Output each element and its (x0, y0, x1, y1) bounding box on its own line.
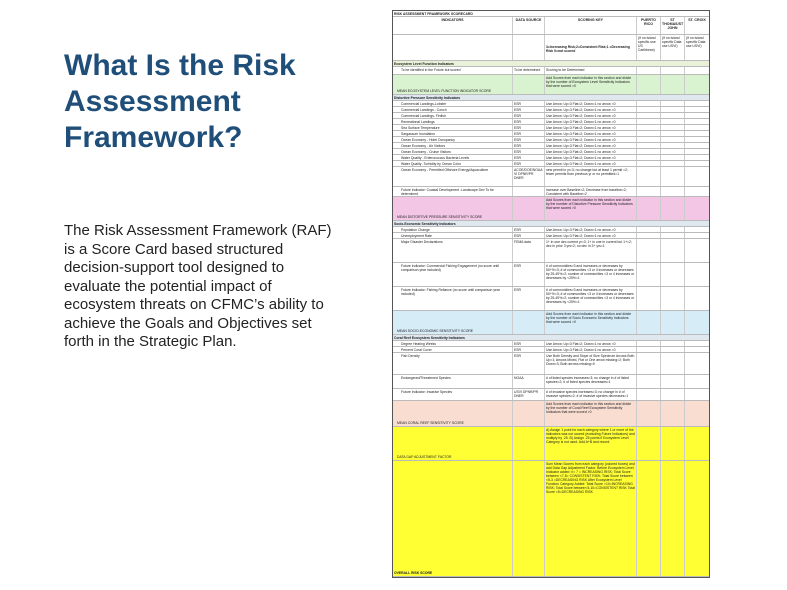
overall-pr (637, 461, 661, 576)
indicator-scoring: # of invasive species increases=3; no change in # of invasive species=2; # of invasive species decreases=1 (545, 389, 637, 400)
indicator-name: Endangered/Threatened Species (393, 375, 513, 388)
score-stt (661, 161, 685, 166)
score-pr (637, 161, 661, 166)
score-stt (661, 119, 685, 124)
score-stt (661, 143, 685, 148)
score-stt (661, 67, 685, 74)
score-pr (637, 341, 661, 346)
section-score-row (393, 401, 709, 427)
score-stx (685, 131, 709, 136)
score-stt (661, 125, 685, 130)
overall-score-row (393, 461, 709, 577)
overall-stt (661, 461, 685, 576)
section-score-row (393, 75, 709, 95)
score-stx (685, 187, 709, 196)
data-gap-row (393, 427, 709, 461)
score-stx (685, 155, 709, 160)
section-score-row (393, 197, 709, 221)
score-pr (637, 353, 661, 374)
indicator-name: Commercial Landings-Lobster (393, 101, 513, 106)
section-score-instructions: Add Scores from each indicator in this section and divide by the number of Distortive Pressure Sensitivity Indicators that were scored >0 (545, 197, 637, 220)
overall-stx (685, 461, 709, 576)
score-stt (661, 233, 685, 238)
indicator-source: ESR (513, 287, 545, 310)
indicator-scoring: # of communities>3 and increases or decreases by 50+%=3; # of communities <3 or 4 increases or decreases by 25-49%=2; number of communities <3 or 4 increases or decreases by <25%=1 (545, 263, 637, 286)
score-stx (685, 143, 709, 148)
indicator-scoring: increase over Baseline=2; Decrease from baseline=2; Consistent with Baseline=2 (545, 187, 637, 196)
score-stt (661, 155, 685, 160)
score-stt (661, 107, 685, 112)
indicator-name: Commercial Landings - Conch (393, 107, 513, 112)
section-score-label: MEAN SOCIO-ECONOMIC SENSITIVITY SCORE (393, 311, 513, 334)
section-score-stx (685, 197, 709, 220)
scoring-note: 3=Increasing Risk;2=Consistent Risk;1 =Decreasing Risk 0=not scored (545, 35, 637, 60)
indicator-name: Percent Coral Cover (393, 347, 513, 352)
section-score-pr (637, 311, 661, 334)
section-score-label: MEAN ECOSYSTEM LEVEL FUNCTION INDICATOR SCORE (393, 75, 513, 94)
score-pr (637, 113, 661, 118)
data-gap-label: DATA GAP ADJUSTMENT FACTOR (393, 427, 513, 460)
indicator-name: Population Change (393, 227, 513, 232)
score-stt (661, 227, 685, 232)
indicator-row (393, 67, 709, 75)
section-score-blank (513, 401, 545, 426)
indicator-scoring: 1+ in one dec current yr=3; 1+ in one in current but 1+=2; dec in prior 3 yrs=2; no dec in 3+ yrs=1 (545, 239, 637, 262)
section-score-instructions: Add Scores from each indicator in this section and divide by the number of Coral Reef Ecosystem Sensitivity Indicators that were scored >0 (545, 401, 637, 426)
indicator-scoring: Use Arrow: Up=3 Flat=2; Down=1 no arrow =0 (545, 137, 637, 142)
indicator-name: Major Disaster Declarations (393, 239, 513, 262)
risk-scorecard-table (392, 10, 710, 578)
indicator-source: ESR (513, 353, 545, 374)
header-st-thomas: ST THOMAS/ST JOHN (661, 17, 685, 34)
score-stt (661, 167, 685, 186)
section-score-stt (661, 197, 685, 220)
score-stt (661, 131, 685, 136)
indicator-source: To be determined (513, 67, 545, 74)
indicator-scoring: Use Arrow: Up=3 Flat=2; Down=1 no arrow =0 (545, 101, 637, 106)
score-pr (637, 137, 661, 142)
score-stt (661, 101, 685, 106)
indicator-row (393, 389, 709, 401)
indicator-scoring: Scoring to be Determined (545, 67, 637, 74)
section-score-stx (685, 311, 709, 334)
section-score-stx (685, 75, 709, 94)
indicator-name: Recreational Landings (393, 119, 513, 124)
indicator-name: Future Indicator: Fishing Reliance (no score until comparison year included) (393, 287, 513, 310)
score-stx (685, 167, 709, 186)
score-pr (637, 107, 661, 112)
score-pr (637, 155, 661, 160)
indicator-name: Ocean Economy - Cruise Visitors (393, 149, 513, 154)
indicator-scoring: Use Arrow: Up=3 Flat=2; Down=1 no arrow =0 (545, 233, 637, 238)
indicator-scoring: Use Arrow: Up=3 Flat=2; Down=1 no arrow =0 (545, 113, 637, 118)
score-stx (685, 107, 709, 112)
indicator-name: Unemployment Rate (393, 233, 513, 238)
score-stx (685, 239, 709, 262)
score-stt (661, 287, 685, 310)
indicator-name: Fish Density (393, 353, 513, 374)
score-stx (685, 389, 709, 400)
score-stx (685, 161, 709, 166)
indicator-scoring: Use Arrow: Up=3 Flat=2; Down=1 no arrow =0 (545, 143, 637, 148)
indicator-name: Ocean Economy - Hotel Occupancy (393, 137, 513, 142)
indicator-scoring: new permit in yr=3; no change but at least 1 permit =2; fewer permits than previous yr or no permitted=1 (545, 167, 637, 186)
indicator-row (393, 287, 709, 311)
section-score-stt (661, 75, 685, 94)
indicator-scoring: Use Arrow: Up=3 Flat=2; Down=1 no arrow =0 (545, 107, 637, 112)
indicator-source: USVI DPNR/PR DNER (513, 389, 545, 400)
score-stt (661, 137, 685, 142)
indicator-row (393, 239, 709, 263)
data-gap-pr (637, 427, 661, 460)
table-header-row (393, 17, 709, 35)
indicator-source: ACOE/DOE/NOAA VI DPNR/PR DNER (513, 167, 545, 186)
indicator-source: ESR (513, 107, 545, 112)
overall-score-label: OVERALL RISK SCORE (393, 461, 513, 576)
score-pr (637, 149, 661, 154)
score-pr (637, 119, 661, 124)
indicator-source: ESR (513, 149, 545, 154)
indicator-name: Sargassum Inundation (393, 131, 513, 136)
overall-instructions: Sum Mean Scores from each category (colored boxes) and add Data Gap Adjustment Factor. Before Ecosystem Level Indicator added >/= 7 = INCREASING RISK; Total Score between <7-5= CONSISTENT RISK; Total Score between <5-3 =DECREASING RISK After Ecosystem Level Function Category Added: Total Score >10=INCREASING RISK; Total Score between 5-10=CONSISTENT RISK Total Score <5=DECREASING RISK (545, 461, 637, 576)
section-score-row (393, 311, 709, 335)
score-pr (637, 131, 661, 136)
section-title: Coral Reef Ecosystem Sensitivity Indicators (394, 335, 465, 340)
pr-note: (If no island specific use US Caribbean) (637, 35, 661, 60)
table-subheader-row (393, 35, 709, 61)
indicator-name: Future Indicator: Invasive Species (393, 389, 513, 400)
indicator-source: ESR (513, 137, 545, 142)
score-stt (661, 347, 685, 352)
indicator-source: ESR (513, 113, 545, 118)
score-stt (661, 187, 685, 196)
indicator-source: ESR (513, 341, 545, 346)
section-title: Ecosystem Level Function Indicators (394, 61, 454, 66)
indicator-source: ESR (513, 233, 545, 238)
score-stx (685, 227, 709, 232)
indicator-source: ESR (513, 125, 545, 130)
indicator-source: ESR (513, 227, 545, 232)
header-indicators: INDICATORS (393, 17, 513, 34)
indicator-source: NOAA (513, 375, 545, 388)
score-stx (685, 67, 709, 74)
indicator-scoring: Use Arrow: Up=3 Flat=2; Down=1 no arrow =0 (545, 347, 637, 352)
indicator-source (513, 187, 545, 196)
table-caption-text: RISK ASSESSMENT FRAMEWORK SCORECARD (394, 11, 473, 16)
score-stx (685, 353, 709, 374)
score-stx (685, 263, 709, 286)
indicator-name: To be identified in the Future but scored (393, 67, 513, 74)
indicator-name: Sea Surface Temperature (393, 125, 513, 130)
score-pr (637, 347, 661, 352)
score-pr (637, 233, 661, 238)
indicator-scoring: # of listed species increases=3; no change in # of listed species=2; # of listed species decreases=1 (545, 375, 637, 388)
score-pr (637, 227, 661, 232)
section-score-blank (513, 75, 545, 94)
score-stx (685, 341, 709, 346)
score-stt (661, 149, 685, 154)
data-gap-blank (513, 427, 545, 460)
score-pr (637, 263, 661, 286)
overall-blank (513, 461, 545, 576)
indicator-row (393, 263, 709, 287)
indicator-scoring: Use Arrow: Up=3 Flat=2; Down=1 no arrow =0 (545, 155, 637, 160)
indicator-name: Degree Heating Weeks (393, 341, 513, 346)
score-stt (661, 263, 685, 286)
indicator-source: ESR (513, 101, 545, 106)
section-score-label: MEAN DISTORTIVE PRESSURE SENSITIVITY SCORE (393, 197, 513, 220)
indicator-name: Ocean Economy - Permitted Offshore Energy/Aquaculture (393, 167, 513, 186)
indicator-scoring: Use Arrow: Up=3 Flat=2; Down=1 no arrow =0 (545, 131, 637, 136)
page-title: What Is the Risk Assessment Framework? (64, 49, 296, 154)
indicator-name: Water Quality -Turbidity by Ocean Color (393, 161, 513, 166)
score-stx (685, 101, 709, 106)
data-gap-stx (685, 427, 709, 460)
indicator-scoring: Use Arrow: Up=3 Flat=2; Down=1 no arrow =0 (545, 161, 637, 166)
section-score-stt (661, 401, 685, 426)
indicator-scoring: Use Arrow: Up=3 Flat=2; Down=1 no arrow =0 (545, 119, 637, 124)
score-stt (661, 375, 685, 388)
header-scoring-key: SCORING KEY (545, 17, 637, 34)
score-pr (637, 143, 661, 148)
description-paragraph: The Risk Assessment Framework (RAF) is a Score Card based structured decision-support tool designed to evaluate the potential impact of ecosystem threats on CFMC’s ability to achieve the Goals and Objectives set forth in the Strategic Plan. (64, 222, 332, 350)
score-stx (685, 375, 709, 388)
score-pr (637, 125, 661, 130)
section-score-instructions: Add Scores from each indicator in this section and divide by the number of Ecosystem Level Sensitivity Indicators that were scored >0 (545, 75, 637, 94)
indicator-scoring: Use Arrow: Up=3 Flat=2; Down=1 no arrow =0 (545, 149, 637, 154)
indicator-scoring: # of communities>3 and increases or decreases by 50+%=3; # of communities <3 or 4 increases or decreases by 25-49%=2; number of communities <3 or 4 increases or decreases by <25%=1 (545, 287, 637, 310)
score-pr (637, 389, 661, 400)
score-stx (685, 149, 709, 154)
indicator-source: ESR (513, 143, 545, 148)
subheader-blank (393, 35, 513, 60)
score-stx (685, 137, 709, 142)
score-stt (661, 113, 685, 118)
indicator-row (393, 187, 709, 197)
section-score-pr (637, 401, 661, 426)
section-score-instructions: Add Scores from each indicator in this section and divide by the number of Socio Economic Sensitivity Indicators that were scored >0 (545, 311, 637, 334)
indicator-row (393, 353, 709, 375)
indicator-source: ESR (513, 155, 545, 160)
score-stx (685, 113, 709, 118)
section-score-blank (513, 197, 545, 220)
stt-note: (If no island specific Data use USVI) (661, 35, 685, 60)
section-score-blank (513, 311, 545, 334)
score-stx (685, 119, 709, 124)
indicator-scoring: Use Both Density and Slope of Size Spectrum Arrows Both Up=1; Arrows Mixed, Flat or One arrow missing=2; Both Down=3; Both arrows missing=0 (545, 353, 637, 374)
section-score-stt (661, 311, 685, 334)
score-stt (661, 341, 685, 346)
score-pr (637, 167, 661, 186)
score-stt (661, 389, 685, 400)
indicator-name: Future Indicator: Commercial Fishing Engagement (no score until comparison year included) (393, 263, 513, 286)
score-pr (637, 187, 661, 196)
indicator-source: FEMA data (513, 239, 545, 262)
indicator-source: ESR (513, 119, 545, 124)
indicator-source: ESR (513, 263, 545, 286)
indicator-name: Ocean Economy - Air Visitors (393, 143, 513, 148)
score-stt (661, 353, 685, 374)
indicator-row (393, 375, 709, 389)
indicator-name: Water Quality - Enterococcus Bacteria Levels (393, 155, 513, 160)
section-score-pr (637, 197, 661, 220)
stx-note: (If no island specific Data use USVI) (686, 35, 706, 48)
indicator-name: Commercial Landings- Finfish (393, 113, 513, 118)
indicator-scoring: Use Arrow: Up=3 Flat=2; Down=1 no arrow =0 (545, 125, 637, 130)
section-score-label: MEAN CORAL REEF SENSITIVITY SCORE (393, 401, 513, 426)
header-puerto-rico: PUERTO RICO (637, 17, 661, 34)
score-pr (637, 239, 661, 262)
header-data-source: DATA SOURCE (513, 17, 545, 34)
data-gap-instructions: A) Assign 1 point for each category where 1 or more of the indicators was not scored (excluding Future Indicators) and multiply by .25. B) Assign .25 points if Ecosystem Level Category is not used. Add A+B and record. (545, 427, 637, 460)
section-score-stx (685, 401, 709, 426)
section-title: Distortive Pressure Sensitivity Indicators (394, 95, 461, 100)
indicator-row (393, 167, 709, 187)
indicator-source: ESR (513, 131, 545, 136)
score-pr (637, 375, 661, 388)
header-st-croix: ST. CROIX (688, 17, 706, 22)
score-stx (685, 347, 709, 352)
score-pr (637, 101, 661, 106)
score-pr (637, 287, 661, 310)
indicator-source: ESR (513, 161, 545, 166)
indicator-scoring: Use Arrow: Up=3 Flat=2; Down=1 no arrow =0 (545, 227, 637, 232)
section-title: Socio-Economic Sensitivity Indicators (394, 221, 456, 226)
score-stx (685, 287, 709, 310)
score-stx (685, 233, 709, 238)
indicator-name: Future Indicator: Coastal Development -Landscape Dev To be determined (393, 187, 513, 196)
data-gap-stt (661, 427, 685, 460)
section-score-pr (637, 75, 661, 94)
score-stt (661, 239, 685, 262)
indicator-scoring: Use Arrow: Up=3 Flat=2; Down=1 no arrow =0 (545, 341, 637, 346)
subheader-blank (513, 35, 545, 60)
score-pr (637, 67, 661, 74)
indicator-source: ESR (513, 347, 545, 352)
score-stx (685, 125, 709, 130)
